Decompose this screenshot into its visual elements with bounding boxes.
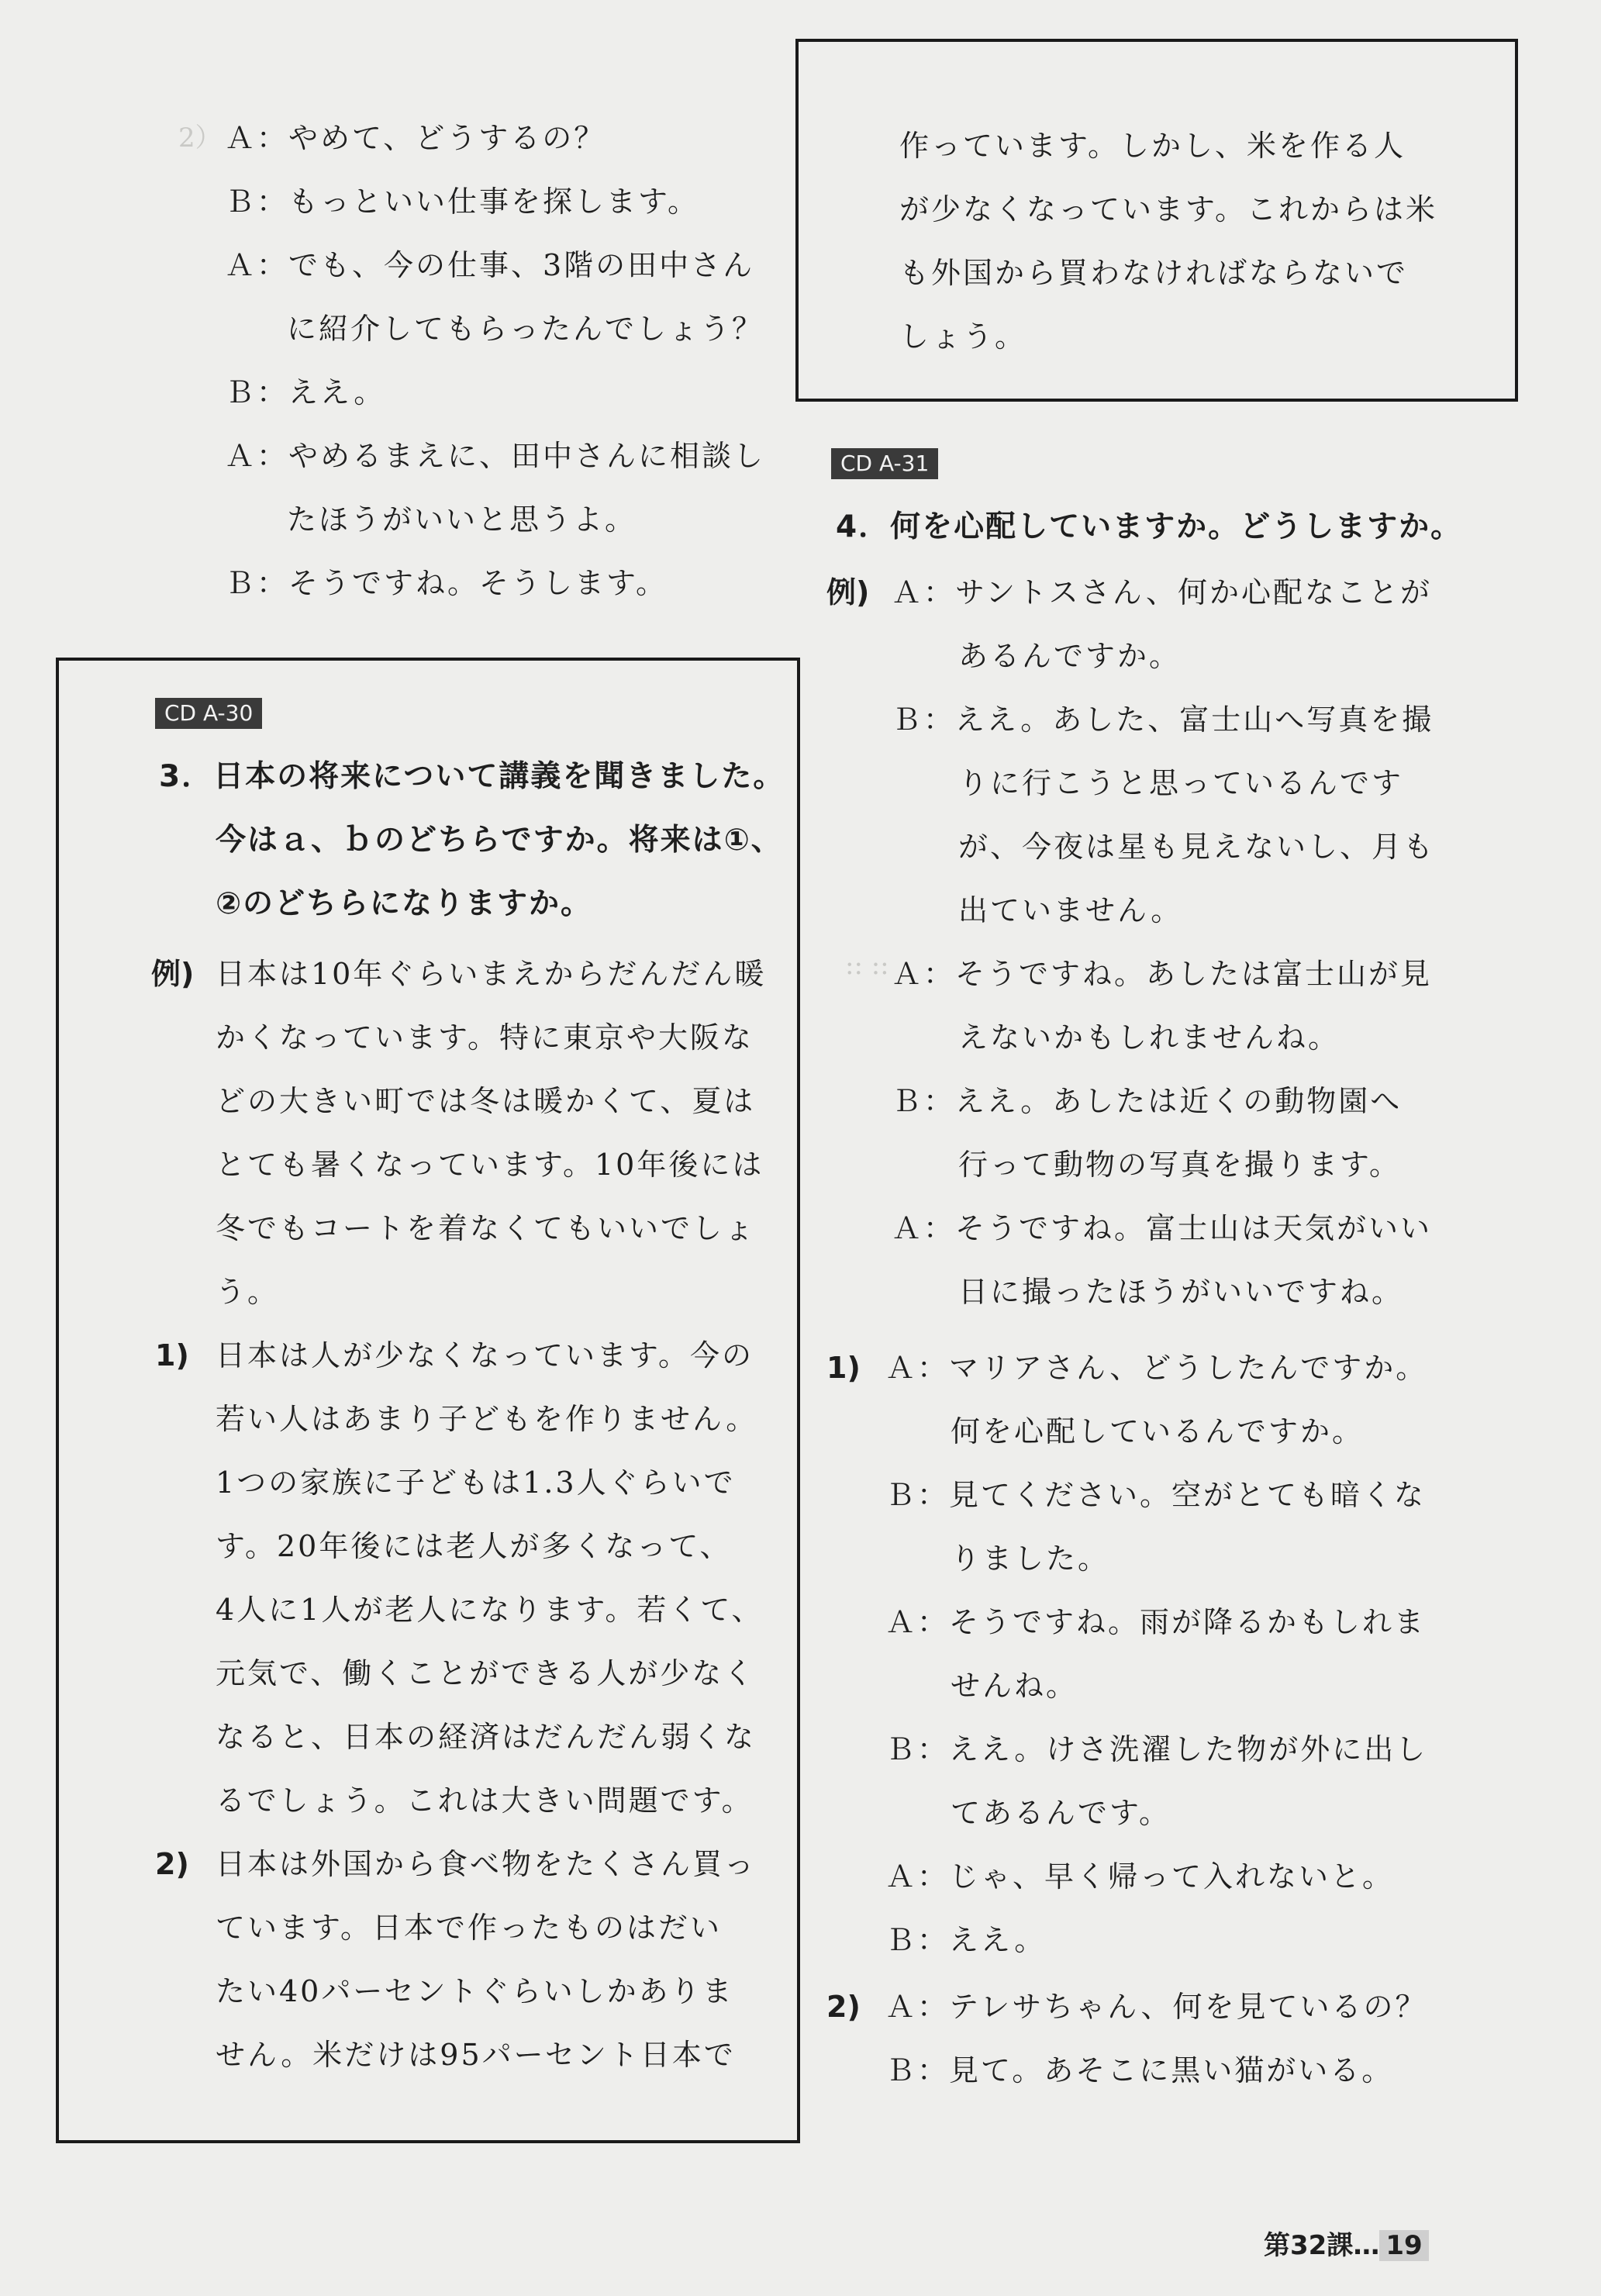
question-line: Ａ：じゃ、早く帰って入れないと。 xyxy=(885,1859,1395,1894)
example-line: かくなっています。特に東京や大阪な xyxy=(216,1020,754,1055)
question-line: Ａ：そうですね。雨が降るかもしれま xyxy=(885,1605,1427,1639)
lesson-label: 第32課… xyxy=(1264,2230,1380,2261)
question-line: す。20年後には老人が多くなって、 xyxy=(216,1529,732,1563)
cd-track-label: CD A-30 xyxy=(155,698,262,729)
question-line: Ｂ：ええ。 xyxy=(885,1923,1047,1957)
dialogue-line: Ａ：でも、今の仕事、3階の田中さん xyxy=(225,248,755,282)
continuation-line: 作っています。しかし、米を作る人 xyxy=(899,129,1406,163)
question-2-label: 2) xyxy=(826,1990,861,2024)
example-line: 冬でもコートを着なくてもいいでしょ xyxy=(216,1211,757,1245)
example-line: 出ていません。 xyxy=(958,893,1183,927)
example-line: Ａ：そうですね。富士山は天気がいい xyxy=(892,1211,1433,1245)
question-line: りました。 xyxy=(951,1542,1110,1576)
example-line: う。 xyxy=(216,1275,280,1309)
dialogue-line: Ａ：やめるまえに、田中さんに相談し xyxy=(225,439,766,473)
example-line: Ｂ：ええ。あした、富士山へ写真を撮 xyxy=(892,703,1434,737)
question-line: Ｂ：ええ。けさ洗濯した物が外に出し xyxy=(885,1732,1428,1766)
question-1-label: 1) xyxy=(155,1338,189,1372)
example-line: りに行こうと思っているんです xyxy=(958,766,1404,800)
example-line: どの大きい町では冬は暖かくて、夏は xyxy=(216,1084,756,1118)
cd-track-label: CD A-31 xyxy=(831,448,938,479)
section-3-heading: ②のどちらになりますか。 xyxy=(216,886,593,921)
question-line: 日本は外国から食べ物をたくさん買っ xyxy=(216,1847,757,1881)
question-line: Ｂ：見てください。空がとても暗くな xyxy=(885,1478,1427,1512)
question-line: 若い人はあまり子どもを作りません。 xyxy=(216,1402,758,1436)
dialogue-line: Ｂ：ええ。 xyxy=(225,375,386,409)
question-line: なると、日本の経済はだんだん弱くな xyxy=(216,1720,757,1754)
example-line: Ａ：そうですね。あしたは富士山が見 xyxy=(892,957,1433,991)
continuation-line: が少なくなっています。これからは米 xyxy=(899,192,1437,226)
continuation-line: も外国から買わなければならないで xyxy=(899,256,1409,290)
example-line: 日本は10年ぐらいまえからだんだん暖 xyxy=(216,957,767,991)
page-footer xyxy=(1264,2224,1429,2262)
section-4-heading: 4．何を心配していますか。どうしますか。 xyxy=(836,509,1463,544)
question-line: Ａ：テレサちゃん、何を見ているの？ xyxy=(885,1990,1427,2024)
continuation-line: しょう。 xyxy=(899,319,1027,354)
dialogue-line: Ｂ：もっといい仕事を探します。 xyxy=(225,185,699,219)
example-label: 例) xyxy=(826,575,870,609)
section-3-heading: 3．日本の将来について講義を聞きました。 xyxy=(159,759,785,794)
dialogue-line: Ａ：やめて、どうするの？ xyxy=(225,121,606,155)
example-line: えないかもしれませんね。 xyxy=(958,1020,1340,1055)
section-3-heading: 今はａ、ｂのどちらですか。将来は①、 xyxy=(216,823,783,858)
example-label: 例) xyxy=(151,957,195,991)
example-line: 行って動物の写真を撮ります。 xyxy=(958,1148,1401,1182)
dialogue-line: たほうがいいと思うよ。 xyxy=(287,502,637,537)
example-line: あるんですか。 xyxy=(958,639,1182,673)
question-line: たい40パーセントぐらいしかありま xyxy=(216,1974,734,2008)
question-line: 1つの家族に子どもは1.3人ぐらいで xyxy=(216,1466,736,1500)
example-line: とても暑くなっています。10年後には xyxy=(216,1148,764,1182)
dialogue-line: に紹介してもらったんでしょう？ xyxy=(287,312,764,346)
question-line: 日本は人が少なくなっています。今の xyxy=(216,1338,754,1372)
question-line: せんね。 xyxy=(951,1669,1078,1703)
question-line: るでしょう。これは大きい問題です。 xyxy=(216,1783,754,1818)
question-1-label: 1) xyxy=(826,1351,861,1385)
example-line: が、今夜は星も見えないし、月も xyxy=(958,830,1436,864)
question-line: 元気で、働くことができる人が少なく xyxy=(216,1656,756,1690)
question-line: 何を心配しているんですか。 xyxy=(951,1414,1365,1448)
page-number: 19 xyxy=(1379,2230,1428,2261)
question-line: せん。米だけは95パーセント日本で xyxy=(216,2038,736,2072)
example-line: Ｂ：ええ。あしたは近くの動物園へ xyxy=(892,1084,1403,1118)
example-line: 日に撮ったほうがいいですね。 xyxy=(958,1275,1404,1309)
question-line: 4人に1人が老人になります。若くて、 xyxy=(216,1593,764,1627)
question-line: てあるんです。 xyxy=(951,1796,1171,1830)
example-line: Ａ：サントスさん、何か心配なことが xyxy=(892,575,1433,609)
question-line: Ａ：マリアさん、どうしたんですか。 xyxy=(885,1351,1428,1385)
question-2-label: 2) xyxy=(155,1847,189,1881)
question-line: Ｂ：見て。あそこに黒い猫がいる。 xyxy=(885,2053,1394,2087)
question-line: ています。日本で作ったものはだい xyxy=(216,1911,722,1945)
dialogue-line: Ｂ：そうですね。そうします。 xyxy=(225,566,668,600)
